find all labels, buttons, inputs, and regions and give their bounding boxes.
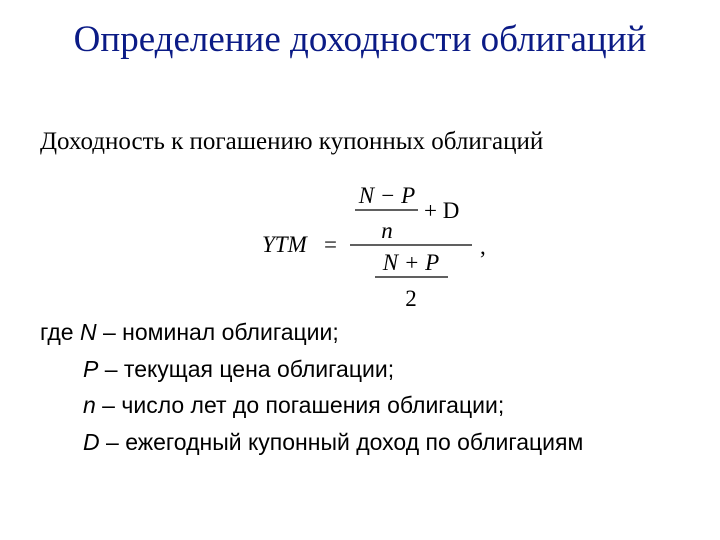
formula-numerator-bottom: n (381, 218, 393, 243)
definition-prefix: где (40, 319, 80, 345)
formula-lhs: YTM (262, 232, 307, 257)
definition-d (40, 424, 583, 461)
definition-symbol: P (83, 355, 99, 382)
formula-numerator-top: N − P (358, 183, 416, 208)
formula-equals: = (324, 232, 337, 257)
variable-definitions (40, 314, 583, 460)
formula-plus-d: + D (424, 198, 460, 223)
definition-text: – текущая цена облигации; (98, 355, 395, 382)
definition-symbol: n (83, 392, 96, 418)
definition-text: – номинал облигации; (96, 319, 339, 345)
definition-symbol: D (83, 428, 100, 455)
definition-symbol: N (79, 319, 97, 345)
definition-text: – ежегодный купонный доход по облигациям (99, 428, 584, 455)
formula-comma: , (480, 234, 486, 259)
definition-text: – число лет до погашения облигации; (95, 392, 505, 418)
definition-p (40, 351, 583, 388)
ytm-formula (258, 178, 518, 313)
definition-n (40, 314, 583, 351)
slide-subtitle: Доходность к погашению купонных облигаций (40, 128, 544, 155)
formula-denominator-bottom: 2 (405, 286, 417, 311)
formula-denominator-top: N + P (382, 250, 440, 275)
definition-small-n (40, 387, 583, 424)
slide-title: Определение доходности облигаций (73, 19, 647, 60)
